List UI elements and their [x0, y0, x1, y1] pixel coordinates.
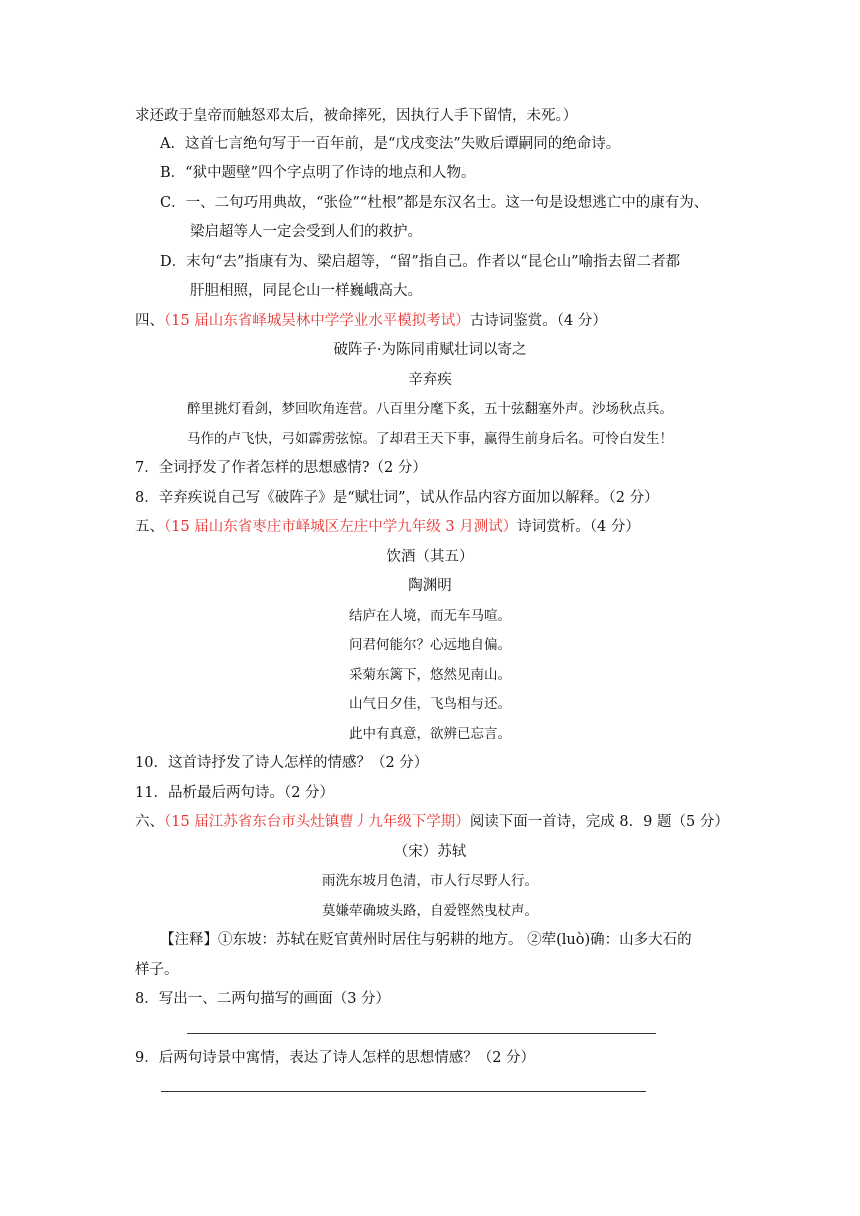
answer-line[interactable]	[161, 1091, 646, 1092]
poem-line: 莫嫌荦确坡头路，自爱铿然曳杖声。	[322, 903, 538, 919]
source-note: （15 届山东省峄城吴林中学学业水平模拟考试）	[164, 313, 470, 329]
section-instruction: 阅读下面一首诗，完成 8．9 题（5 分）	[469, 814, 729, 830]
option-d-cont: 肝胆相照，同昆仑山一样巍峨高大。	[190, 283, 422, 299]
source-note: （15 届山东省枣庄市峄城区左庄中学九年级 3 月测试）	[164, 519, 518, 535]
poem-line: 醉里挑灯看剑，梦回吹角连营。八百里分麾下炙，五十弦翻塞外声。沙场秋点兵。	[187, 401, 673, 417]
option-c-cont: 梁启超等人一定会受到人们的救护。	[190, 224, 422, 240]
question-8: 8．辛弃疾说自己写《破阵子》是“赋壮词”，试从作品内容方面加以解释。（2 分）	[135, 490, 659, 506]
section-5-heading	[135, 517, 640, 537]
poem-title: 破阵子·为陈同甫赋壮词以寄之	[333, 342, 527, 358]
poem-author: 辛弃疾	[408, 372, 452, 388]
poem-line: 山气日夕佳，飞鸟相与还。	[349, 696, 511, 712]
option-a: A．这首七言绝句写于一百年前，是“戊戌变法”失败后谭嗣同的绝命诗。	[160, 136, 621, 152]
section-number: 五、	[135, 519, 164, 535]
section-number: 六、	[135, 814, 164, 830]
option-d: D．末句“去”指康有为、梁启超等，“留”指自己。作者以“昆仑山”喻指去留二者都	[160, 254, 681, 270]
answer-line[interactable]	[187, 1033, 656, 1034]
text-line: 求还政于皇帝而触怒邓太后，被命摔死，因执行人手下留情，未死。）	[135, 108, 578, 124]
question-7: 7．全词抒发了作者怎样的思想感情?（2 分）	[135, 460, 427, 476]
section-number: 四、	[135, 313, 164, 329]
question-8: 8．写出一、二两句描写的画面（3 分）	[135, 991, 391, 1007]
poem-line: 问君何能尔？心远地自偏。	[349, 637, 511, 653]
source-note: （15 届江苏省东台市头灶镇曹丿九年级下学期）	[164, 814, 470, 830]
question-9: 9．后两句诗景中寓情，表达了诗人怎样的思想情感？（2 分）	[135, 1050, 536, 1066]
option-b: B．“狱中题壁”四个字点明了作诗的地点和人物。	[160, 165, 476, 181]
poem-author: （宋）苏轼	[393, 844, 467, 860]
annotation: 【注释】①东坡：苏轼在贬官黄州时居住与躬耕的地方。 ②荦(luò)确：山多大石的	[160, 932, 692, 948]
poem-title: 饮酒（其五）	[386, 549, 474, 565]
section-instruction: 古诗词鉴赏。（4 分）	[469, 313, 607, 329]
poem-line: 马作的卢飞快，弓如霹雳弦惊。了却君王天下事，赢得生前身后名。可怜白发生！	[187, 431, 673, 447]
poem-line: 此中有真意，欲辨已忘言。	[349, 726, 511, 742]
poem-author: 陶渊明	[408, 578, 452, 594]
option-c: C．一、二句巧用典故，“张俭”“杜根”都是东汉名士。这一句是设想逃亡中的康有为、	[160, 195, 709, 211]
question-11: 11．品析最后两句诗。（2 分）	[135, 785, 335, 801]
poem-line: 雨洗东坡月色清，市人行尽野人行。	[322, 873, 538, 889]
poem-line: 结庐在人境，而无车马喧。	[349, 608, 511, 624]
annotation-cont: 样子。	[135, 962, 179, 978]
poem-line: 采菊东篱下，悠然见南山。	[349, 667, 511, 683]
section-4-heading	[135, 311, 607, 331]
section-6-heading	[135, 812, 729, 832]
question-10: 10．这首诗抒发了诗人怎样的情感？（2 分）	[135, 755, 429, 771]
section-instruction: 诗词赏析。（4 分）	[517, 519, 640, 535]
